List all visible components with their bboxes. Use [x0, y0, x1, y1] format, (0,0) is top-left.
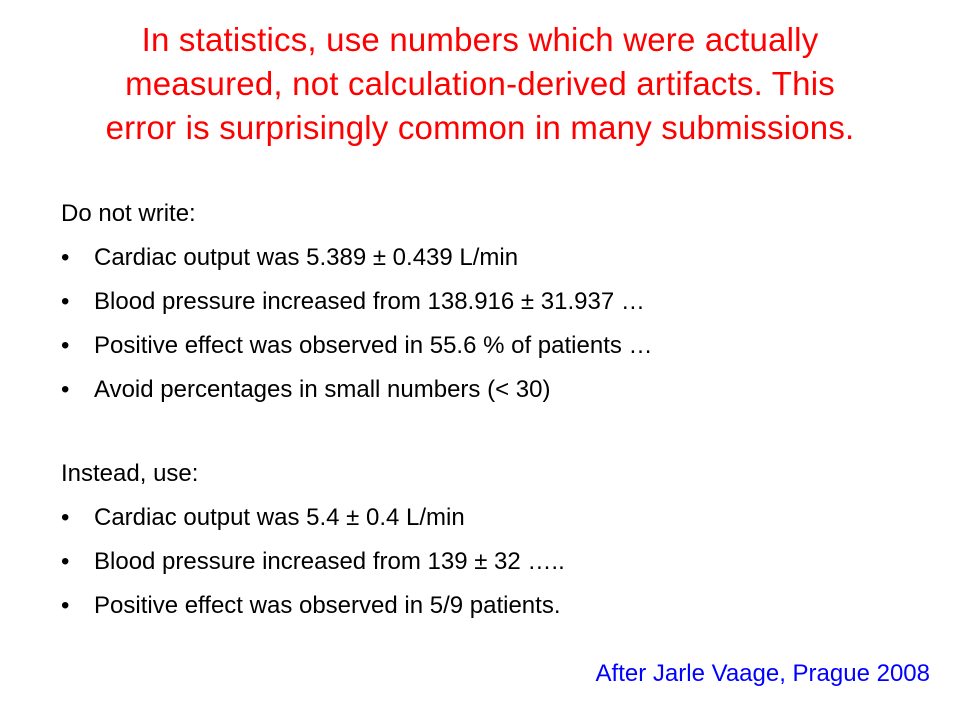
dont-list — [61, 236, 921, 412]
list-item — [61, 540, 921, 584]
list-item-text: Avoid percentages in small numbers (< 30) — [94, 376, 551, 403]
bullet-icon: • — [61, 504, 70, 531]
title-line: measured, not calculation-derived artifacts. This — [125, 65, 835, 102]
bullet-icon: • — [61, 592, 70, 619]
list-item-text: Cardiac output was 5.389 ± 0.439 L/min — [94, 244, 519, 271]
list-item-text: Positive effect was observed in 5/9 patients. — [94, 592, 561, 619]
bullet-icon: • — [61, 288, 70, 315]
bullet-icon: • — [61, 244, 70, 271]
slide-title — [40, 18, 920, 150]
instead-heading: Instead, use: — [61, 460, 199, 487]
bullet-icon: • — [61, 548, 70, 575]
list-item — [61, 496, 921, 540]
title-line: error is surprisingly common in many submissions. — [105, 109, 855, 146]
list-item-text: Positive effect was observed in 55.6 % of patients … — [94, 332, 653, 359]
dont-heading: Do not write: — [61, 200, 196, 227]
bullet-icon: • — [61, 376, 70, 403]
bullet-icon: • — [61, 332, 70, 359]
slide-body — [61, 192, 921, 628]
title-line: In statistics, use numbers which were actually — [141, 21, 819, 58]
instead-list — [61, 496, 921, 628]
list-item — [61, 368, 921, 412]
list-item-text: Cardiac output was 5.4 ± 0.4 L/min — [94, 504, 465, 531]
list-item — [61, 280, 921, 324]
section-spacer — [61, 412, 921, 452]
list-item — [61, 236, 921, 280]
list-item-text: Blood pressure increased from 138.916 ± 31.937 … — [94, 288, 645, 315]
list-item — [61, 324, 921, 368]
list-item — [61, 584, 921, 628]
attribution: After Jarle Vaage, Prague 2008 — [595, 660, 930, 687]
list-item-text: Blood pressure increased from 139 ± 32 ….. — [94, 548, 565, 575]
